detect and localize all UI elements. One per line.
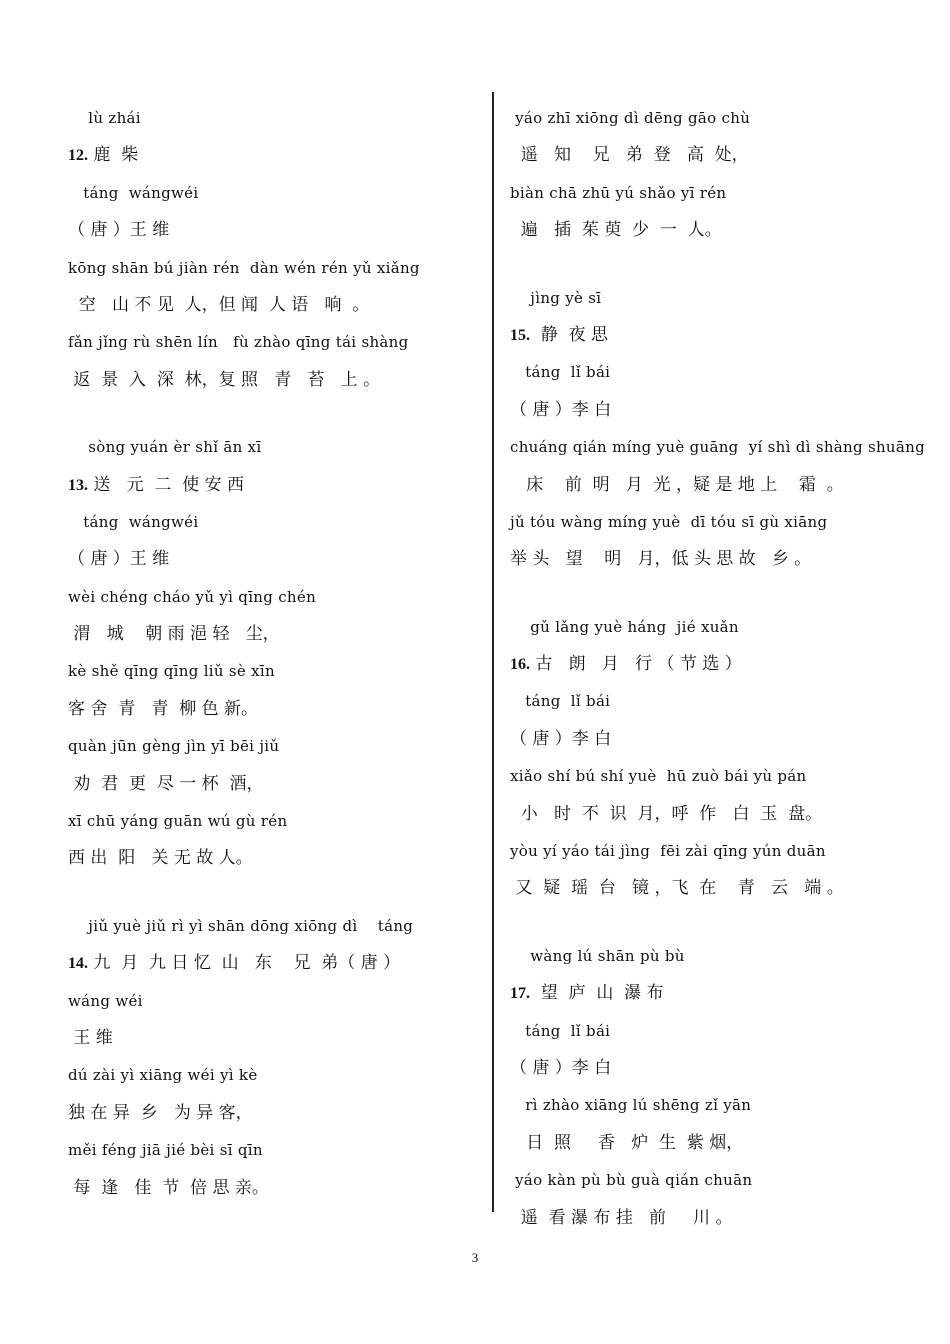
pinyin-line: jiǔ yuè jiǔ rì yì shān dōng xiōng dì táng	[68, 916, 414, 935]
poem-number: 13.	[68, 476, 88, 494]
pinyin-line: xiǎo shí bú shí yuè hū zuò bái yù pán	[510, 767, 807, 786]
poem-title-text: 送 元 二 使 安 西	[88, 474, 245, 495]
hanzi-line: 每 逢 佳 节 倍 思 亲。	[68, 1177, 269, 1198]
pinyin-line: jìng yè sī	[510, 288, 602, 307]
hanzi-line: （ 唐 ）李 白	[510, 1057, 612, 1078]
pinyin-line: wàng lú shān pù bù	[510, 946, 685, 965]
hanzi-line: 独 在 异 乡 为 异 客，	[68, 1102, 253, 1123]
poem-number: 12.	[68, 147, 88, 165]
hanzi-line: 遍 插 茱 萸 少 一 人。	[510, 220, 722, 241]
poem-title	[68, 945, 483, 982]
pinyin-line: chuáng qián míng yuè guāng yí shì dì shàng shuāng	[510, 438, 925, 457]
section-gap	[510, 579, 930, 609]
hanzi-line: （ 唐 ）王 维	[68, 549, 170, 570]
section-gap	[510, 250, 930, 280]
right-column	[510, 100, 930, 1237]
poem-title	[510, 646, 930, 683]
section-gap	[68, 399, 483, 429]
pinyin-line: měi féng jiā jié bèi sī qīn	[68, 1141, 263, 1160]
pinyin-line: quàn jūn gèng jìn yī bēi jiǔ	[68, 737, 280, 756]
pinyin-line: kè shě qīng qīng liǔ sè xīn	[68, 662, 275, 681]
hanzi-line: 王 维	[68, 1027, 113, 1048]
poem-title-text: 望 庐 山 瀑 布	[530, 983, 664, 1004]
poem-title	[510, 975, 930, 1012]
poem-number: 16.	[510, 656, 530, 674]
pinyin-line: sòng yuán èr shǐ ān xī	[68, 438, 262, 457]
pinyin-line: táng lǐ bái	[510, 363, 611, 382]
hanzi-line: 遥 知 兄 弟 登 高 处，	[510, 145, 749, 166]
poem-title-text: 古 朗 月 行 （ 节 选 ）	[530, 654, 742, 675]
pinyin-line: wáng wéi	[68, 991, 143, 1010]
pinyin-line: xī chū yáng guān wú gù rén	[68, 812, 288, 831]
pinyin-line: kōng shān bú jiàn rén dàn wén rén yǔ xiǎng	[68, 258, 420, 277]
poem-title	[68, 467, 483, 504]
hanzi-line: 客 舍 青 青 柳 色 新。	[68, 698, 259, 719]
hanzi-line: （ 唐 ）李 白	[510, 728, 612, 749]
hanzi-line: （ 唐 ）李 白	[510, 399, 612, 420]
pinyin-line: gǔ lǎng yuè háng jié xuǎn	[510, 617, 739, 636]
column-divider	[492, 92, 494, 1212]
poem-title-text: 九 月 九 日 忆 山 东 兄 弟（ 唐 ）	[88, 953, 401, 974]
pinyin-line: táng wángwéi	[68, 512, 199, 531]
hanzi-line: 小 时 不 识 月，呼 作 白 玉 盘。	[510, 803, 823, 824]
hanzi-line: 床 前 明 月 光 ，疑 是 地 上 霜 。	[510, 474, 844, 495]
pinyin-line: táng lǐ bái	[510, 1021, 611, 1040]
pinyin-line: biàn chā zhū yú shǎo yī rén	[510, 183, 727, 202]
pinyin-line: fǎn jǐng rù shēn lín fù zhào qīng tái shàng	[68, 333, 409, 352]
poem-number: 17.	[510, 985, 530, 1003]
hanzi-line: 遥 看 瀑 布 挂 前 川 。	[510, 1207, 733, 1228]
pinyin-line: lù zhái	[68, 109, 141, 127]
poem-title	[510, 317, 930, 354]
pinyin-line: yáo zhī xiōng dì dēng gāo chù	[510, 109, 751, 127]
pinyin-line: dú zài yì xiāng wéi yì kè	[68, 1066, 258, 1085]
pinyin-line: yòu yí yáo tái jìng fēi zài qīng yún duān	[510, 842, 826, 861]
pinyin-line: rì zhào xiāng lú shēng zǐ yān	[510, 1096, 752, 1115]
hanzi-line: 举 头 望 明 月，低 头 思 故 乡 。	[510, 549, 812, 570]
section-gap	[510, 908, 930, 938]
poem-title-text: 鹿 柴	[88, 145, 139, 166]
pinyin-line: táng wángwéi	[68, 183, 199, 202]
hanzi-line: 劝 君 更 尽 一 杯 酒，	[68, 773, 264, 794]
poem-title-text: 静 夜 思	[530, 324, 609, 345]
page-number: 3	[471, 1250, 479, 1265]
section-gap	[68, 878, 483, 908]
hanzi-line: 空 山 不 见 人，但 闻 人 语 响 。	[68, 294, 370, 315]
pinyin-line: wèi chéng cháo yǔ yì qīng chén	[68, 587, 317, 606]
poem-number: 14.	[68, 955, 88, 973]
hanzi-line: 返 景 入 深 林，复 照 青 苔 上 。	[68, 369, 381, 390]
hanzi-line: 西 出 阳 关 无 故 人。	[68, 848, 253, 869]
hanzi-line: 又 疑 瑶 台 镜 ，飞 在 青 云 端 。	[510, 878, 844, 899]
left-column	[68, 100, 483, 1207]
pinyin-line: táng lǐ bái	[510, 692, 611, 711]
poem-number: 15.	[510, 326, 530, 344]
hanzi-line: （ 唐 ）王 维	[68, 220, 170, 241]
hanzi-line: 渭 城 朝 雨 浥 轻 尘，	[68, 624, 280, 645]
hanzi-line: 日 照 香 炉 生 紫 烟，	[510, 1132, 744, 1153]
pinyin-line: jǔ tóu wàng míng yuè dī tóu sī gù xiāng	[510, 512, 828, 531]
poem-title	[68, 137, 483, 174]
pinyin-line: yáo kàn pù bù guà qián chuān	[510, 1171, 753, 1190]
